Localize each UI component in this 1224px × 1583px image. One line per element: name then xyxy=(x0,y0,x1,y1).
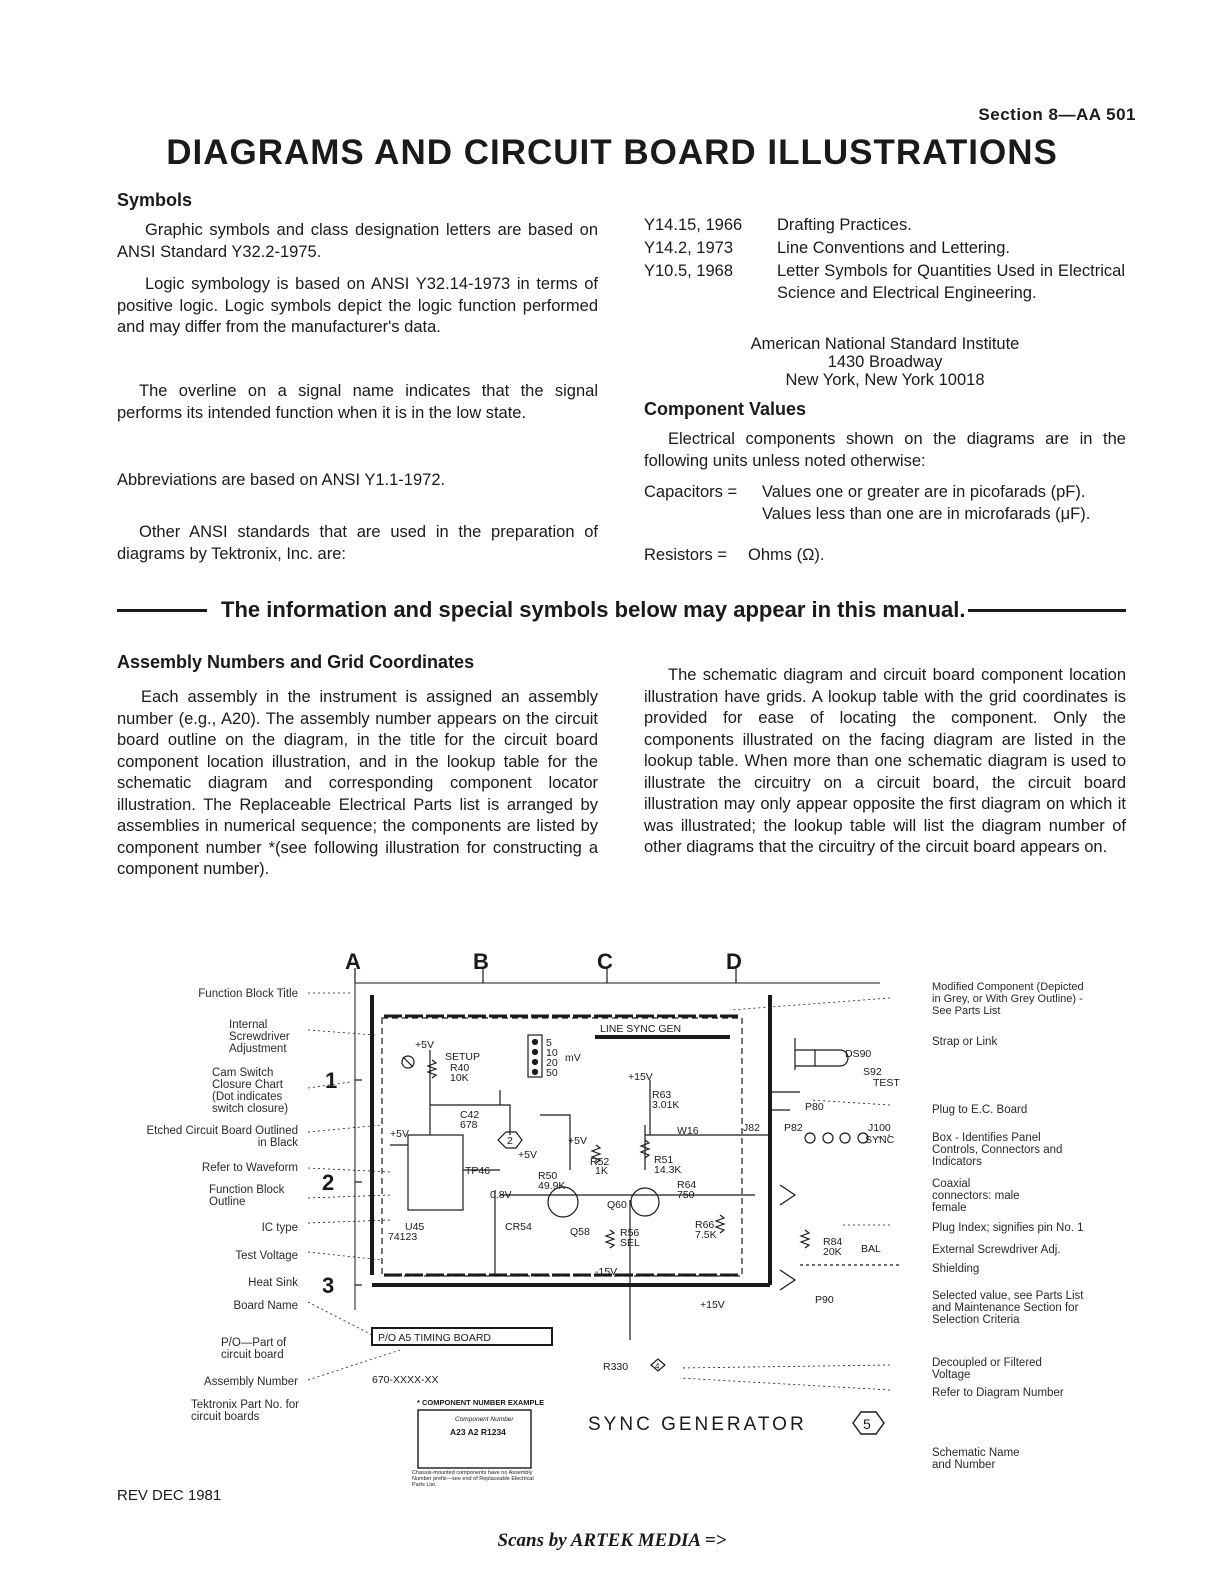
board-outline xyxy=(382,1018,742,1276)
plus15v-label: +15V xyxy=(628,1071,653,1083)
ds90-label: DS90 xyxy=(845,1048,872,1060)
r63-label: R63 xyxy=(652,1089,672,1101)
coax xyxy=(840,1133,850,1143)
cam-dot xyxy=(533,1070,538,1075)
component-example-sub: Component Number xyxy=(455,1416,514,1423)
plus15v-label-2: +15V xyxy=(700,1299,725,1311)
symbols-p5: Other ANSI standards that are used in the preparation of diagrams by Tektronix, Inc. are: xyxy=(117,523,598,563)
standard-code: Y10.5, 1968 xyxy=(644,262,733,280)
plus5v-label-3: +5V xyxy=(390,1128,409,1140)
address-block xyxy=(644,335,1126,389)
label-test-voltage: Test Voltage xyxy=(235,1250,298,1262)
row-ticks xyxy=(355,1080,362,1285)
setup-label: SETUP xyxy=(445,1051,481,1063)
label-box-panel: Box - Identifies Panel Controls, Connectors and Indicators xyxy=(932,1132,1063,1168)
label-coaxial: Coaxial connectors: male female xyxy=(932,1178,1020,1214)
p80-label: P80 xyxy=(805,1101,824,1113)
r40-value: 10K xyxy=(450,1072,469,1084)
standard-code: Y14.15, 1966 xyxy=(644,216,743,234)
s92-label: S92 xyxy=(863,1066,882,1078)
r64-value: 750 xyxy=(677,1189,695,1201)
grid-col-a: A xyxy=(345,949,361,974)
schematic-name: SYNC GENERATOR xyxy=(588,1414,807,1435)
test-voltage-box: 0.8V xyxy=(490,1189,512,1201)
assembly-heading: Assembly Numbers and Grid Coordinates xyxy=(117,652,475,672)
schematic-diagram xyxy=(300,940,930,1490)
u45-label: U45 xyxy=(405,1221,425,1233)
r56-value: SEL xyxy=(620,1237,640,1249)
banner-rule xyxy=(117,609,207,612)
component-values-heading: Component Values xyxy=(644,399,807,419)
ds90-lamp xyxy=(815,1050,848,1066)
grid-row-3: 3 xyxy=(322,1273,335,1298)
plus5v-label-2: +5V xyxy=(568,1135,587,1147)
grid-col-b: B xyxy=(473,949,489,974)
label-part-of: P/O—Part of circuit board xyxy=(221,1337,287,1361)
plus5v-label-4: +5V xyxy=(518,1149,537,1161)
label-strap-link: Strap or Link xyxy=(932,1036,998,1048)
label-cam-switch: Cam Switch Closure Chart (Dot indicates switch closure) xyxy=(212,1067,289,1115)
standard-desc: Letter Symbols for Quantities Used in Electrical Science and Electrical Engineering. xyxy=(777,262,1125,302)
r66-label: R66 xyxy=(695,1219,715,1231)
bal-box: BAL xyxy=(861,1243,881,1255)
plug-p90 xyxy=(780,1185,795,1290)
r52-label: R52 xyxy=(590,1156,610,1168)
address-line: New York, New York 10018 xyxy=(785,371,985,389)
label-plug-index: Plug Index; signifies pin No. 1 xyxy=(932,1222,1084,1234)
label-shielding: Shielding xyxy=(932,1263,980,1275)
standard-desc: Drafting Practices. xyxy=(777,216,912,234)
label-ic-type: IC type xyxy=(261,1222,298,1234)
r84-value: 20K xyxy=(823,1246,842,1258)
q58-label: Q58 xyxy=(570,1226,590,1238)
cam-dot xyxy=(533,1040,538,1045)
component-example-title: * COMPONENT NUMBER EXAMPLE xyxy=(417,1398,545,1407)
revision-date: REV DEC 1981 xyxy=(117,1487,222,1504)
switch-val-50: 50 xyxy=(546,1067,558,1079)
banner-text: The information and special symbols below may appear in this manual. xyxy=(221,597,966,622)
plug-p80 xyxy=(770,1092,800,1110)
standards-list xyxy=(644,214,1126,304)
switch-val-10: 10 xyxy=(546,1047,558,1059)
component-example-code: A23 A2 R1234 xyxy=(450,1427,506,1437)
assembly-left-para: Each assembly in the instrument is assigned an assembly number (e.g., A20). The assembly number appears on the circuit board outline on the diagram, in the title for the circuit board component location illustration, and in the lookup table for the schematic diagram and corresponding component locator illustration. The Replaceable Electrical Parts list is arranged by assemblies in numerical sequence; the components are listed by component number *(see following illustration for constructing a component number). xyxy=(117,688,598,878)
label-refer-diagram: Refer to Diagram Number xyxy=(932,1387,1064,1399)
r51-value: 14.3K xyxy=(654,1164,682,1176)
j100-label: J100 xyxy=(868,1122,891,1134)
component-values-intro: Electrical components shown on the diagrams are in the following units unless noted otherwise: xyxy=(644,430,1126,470)
scan-credit: Scans by ARTEK MEDIA => xyxy=(497,1530,727,1551)
c42-value: 678 xyxy=(460,1119,478,1131)
cr54-label: CR54 xyxy=(505,1221,532,1233)
symbols-heading: Symbols xyxy=(117,190,193,210)
address-line: 1430 Broadway xyxy=(827,353,943,371)
r84-label: R84 xyxy=(823,1236,843,1248)
tp46-label: TP46 xyxy=(465,1165,491,1177)
line-sync-gen-label: LINE SYNC GEN xyxy=(600,1023,682,1035)
grid-ticks xyxy=(355,968,736,983)
waveform-number: 2 xyxy=(507,1135,513,1147)
capacitors-row xyxy=(644,482,1126,525)
label-schematic-name: Schematic Name and Number xyxy=(932,1447,1020,1471)
grid-col-d: D xyxy=(726,949,742,974)
plus5v-label: +5V xyxy=(415,1039,434,1051)
label-board-name: Board Name xyxy=(233,1300,298,1312)
label-assembly-number: Assembly Number xyxy=(204,1376,298,1388)
strap-link xyxy=(795,1038,815,1070)
coax-female xyxy=(823,1133,833,1143)
label-etched-board: Etched Circuit Board Outlined in Black xyxy=(146,1125,298,1149)
resistors-label: Resistors = xyxy=(644,546,727,564)
label-function-block-title: Function Block Title xyxy=(198,988,298,1000)
section-tag: Section 8—AA 501 xyxy=(978,105,1136,124)
grid-col-c: C xyxy=(597,949,613,974)
r40-zigzag xyxy=(428,1060,436,1078)
standard-item xyxy=(644,260,1126,304)
refer-diagram-number: 4 xyxy=(655,1362,660,1371)
w16-label: W16 xyxy=(677,1125,699,1137)
capacitors-label: Capacitors = xyxy=(644,483,738,501)
label-refer-waveform: Refer to Waveform xyxy=(201,1162,298,1174)
minus15v-label: -15V xyxy=(595,1266,618,1278)
u45-type: 74123 xyxy=(388,1231,418,1243)
test-box: TEST xyxy=(873,1077,900,1089)
mv-label: mV xyxy=(565,1052,581,1064)
r63-value: 3.01K xyxy=(652,1099,680,1111)
symbols-p3: The overline on a signal name indicates that the signal performs its intended function when it is in the low state. xyxy=(117,382,598,422)
board-name-text: P/O A5 TIMING BOARD xyxy=(378,1332,491,1344)
r64-label: R64 xyxy=(677,1179,697,1191)
u45-block xyxy=(408,1135,463,1210)
screwdriver-slash xyxy=(403,1057,413,1067)
schematic-number: 5 xyxy=(863,1416,871,1432)
cam-dot xyxy=(533,1060,538,1065)
r50-label: R50 xyxy=(538,1170,558,1182)
q60-label: Q60 xyxy=(607,1199,627,1211)
standard-desc: Line Conventions and Lettering. xyxy=(777,239,1010,257)
sync-box: SYNC xyxy=(865,1134,895,1146)
coax-male xyxy=(805,1133,815,1143)
switch-val-20: 20 xyxy=(546,1057,558,1069)
r330-label: R330 xyxy=(603,1361,629,1373)
c42-label: C42 xyxy=(460,1109,480,1121)
label-modified-component: Modified Component (Depicted in Grey, or With Grey Outline) - See Parts List xyxy=(932,981,1084,1017)
label-selected-value: Selected value, see Parts List and Maintenance Section for Selection Criteria xyxy=(932,1290,1084,1326)
r56-zigzag xyxy=(606,1230,614,1248)
resistors-row xyxy=(644,545,1126,567)
label-plug-ec-board: Plug to E.C. Board xyxy=(932,1104,1028,1116)
grid-row-2: 2 xyxy=(322,1170,335,1195)
component-example-caption: Chassis-mounted components have no Assembly Number prefix—see end of Replaceable Electrical Parts List. xyxy=(412,1470,534,1488)
standard-item xyxy=(644,214,1126,236)
assembly-right-para: The schematic diagram and circuit board component location illustration have grids. A lookup table with the grid coordinates is provided for ease of locating the component. Only the components illustrated on the facing diagram are listed in the lookup table. When more than one schematic diagram is used to illustrate the circuitry on a circuit board, the circuit board illustration may only appear opposite the first diagram on which it was illustrated; the lookup table will list the diagram number of other diagrams that the circuitry of the circuit board appears on. xyxy=(644,666,1126,856)
r56-label: R56 xyxy=(620,1227,640,1239)
r52-value: 1K xyxy=(595,1165,608,1177)
standard-code: Y14.2, 1973 xyxy=(644,239,733,257)
p90-label: P90 xyxy=(815,1294,834,1306)
label-decoupled: Decoupled or Filtered Voltage xyxy=(932,1357,1042,1381)
symbols-p4: Abbreviations are based on ANSI Y1.1-1972. xyxy=(117,471,446,489)
symbols-p2: Logic symbology is based on ANSI Y32.14-1973 in terms of positive logic. Logic symbols depict the logic function performed and may differ from the manufacturer's data. xyxy=(117,275,598,336)
page-title: DIAGRAMS AND CIRCUIT BOARD ILLUSTRATIONS xyxy=(166,133,1058,172)
grid-row-1: 1 xyxy=(325,1068,338,1093)
address-line: American National Standard Institute xyxy=(750,335,1020,353)
symbols-p1: Graphic symbols and class designation letters are based on ANSI Standard Y32.2-1975. xyxy=(117,221,598,261)
label-function-block-outline: Function Block Outline xyxy=(209,1184,285,1208)
j82-label: J82 xyxy=(743,1122,760,1134)
p82-label: P82 xyxy=(784,1122,803,1134)
label-internal-screwdriver: Internal Screwdriver Adjustment xyxy=(229,1019,290,1055)
r66-zigzag xyxy=(716,1215,724,1233)
cam-dot xyxy=(533,1050,538,1055)
switch-val-5: 5 xyxy=(546,1037,552,1049)
standard-item xyxy=(644,237,1126,259)
capacitors-text: Values one or greater are in picofarads (pF). Values less than one are in microfarads (μF). xyxy=(762,483,1091,523)
r66-value: 7.5K xyxy=(695,1229,717,1241)
r51-label: R51 xyxy=(654,1154,674,1166)
r84-zigzag xyxy=(801,1230,809,1248)
label-tek-part-no: Tektronix Part No. for circuit boards xyxy=(191,1399,300,1423)
wiring-lower xyxy=(495,1190,630,1340)
q60-symbol xyxy=(631,1188,659,1216)
banner-rule xyxy=(968,609,1126,612)
r50-value: 49.9K xyxy=(538,1180,566,1192)
info-banner xyxy=(117,597,1126,623)
label-heat-sink: Heat Sink xyxy=(248,1277,298,1289)
wiring-mid xyxy=(500,1080,770,1170)
r40-label: R40 xyxy=(450,1062,470,1074)
wiring-main xyxy=(390,1050,755,1195)
part-no-text: 670-XXXX-XX xyxy=(372,1374,439,1386)
label-external-adj: External Screwdriver Adj. xyxy=(932,1244,1061,1256)
resistors-text: Ohms (Ω). xyxy=(748,546,825,564)
